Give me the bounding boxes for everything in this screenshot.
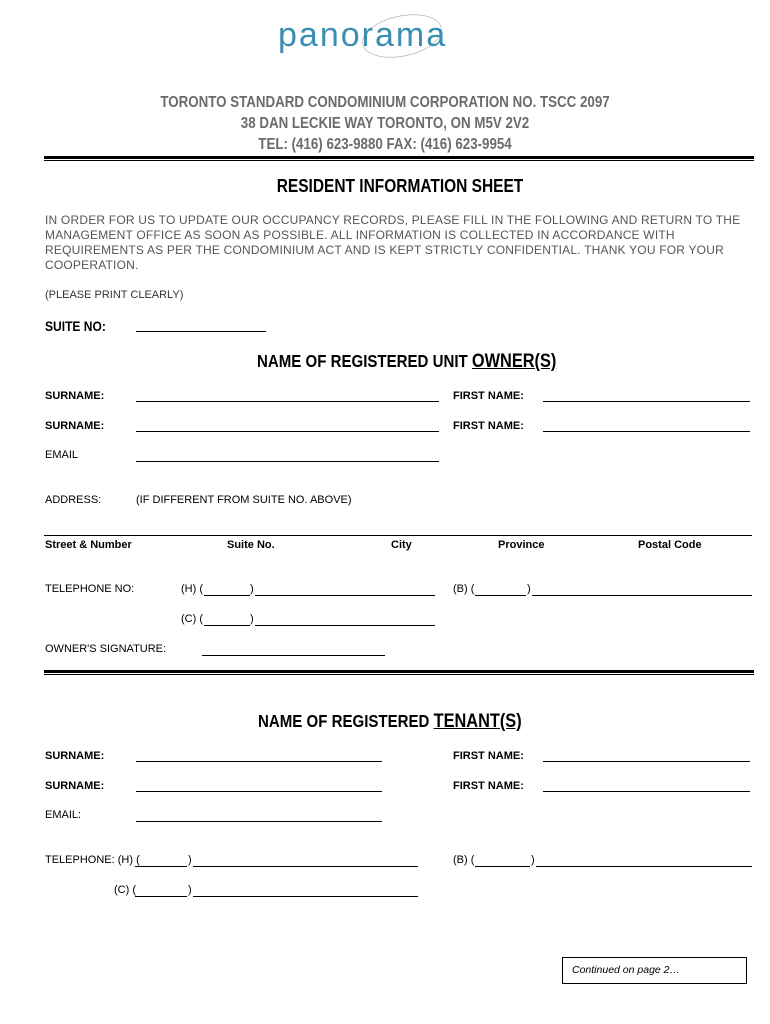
owner-firstname-label-2: FIRST NAME: bbox=[453, 420, 524, 432]
owner-cell-prefix: (C) ( bbox=[181, 613, 203, 625]
tenant-cell-prefix: (C) ( bbox=[114, 884, 136, 896]
intro-text: IN ORDER FOR US TO UPDATE OUR OCCUPANCY RECORDS, PLEASE FILL IN THE FOLLOWING AND RETURN TO THE MANAGEMENT OFFICE AS SOON AS POSSIBLE. ALL INFORMATION IS COLLECTED IN ACCORDANCE WITH REQUIREMENTS AS PER THE CONDOMINIUM ACT AND IS KEPT STRICTLY CONFIDENTIAL. THANK YOU FOR YOUR COOPERATION. bbox=[45, 213, 741, 272]
address-col-province: Province bbox=[498, 539, 545, 551]
tenants-heading-prefix: NAME OF REGISTERED bbox=[258, 711, 434, 731]
tenant-surname-label-2: SURNAME: bbox=[45, 780, 105, 792]
owners-heading-emph: OWNER(S) bbox=[471, 351, 557, 372]
suite-input-line[interactable] bbox=[136, 331, 266, 332]
tenant-firstname-line-2[interactable] bbox=[543, 791, 750, 792]
owner-home-number-line[interactable] bbox=[255, 595, 435, 596]
print-note: (PLEASE PRINT CLEARLY) bbox=[45, 289, 184, 301]
address-col-city: City bbox=[391, 539, 412, 551]
tenant-surname-line-2[interactable] bbox=[136, 791, 382, 792]
tenant-business-paren: ) bbox=[531, 854, 535, 866]
panorama-logo bbox=[278, 14, 526, 60]
owner-business-prefix: (B) ( bbox=[453, 583, 475, 595]
suite-label: SUITE NO: bbox=[45, 318, 106, 334]
tenant-email-label: EMAIL: bbox=[45, 809, 82, 821]
address-col-postal: Postal Code bbox=[638, 539, 702, 551]
tenant-home-number-line[interactable] bbox=[193, 866, 418, 867]
continued-text: Continued on page 2… bbox=[572, 964, 680, 976]
owners-heading bbox=[257, 351, 556, 373]
owner-cell-paren: ) bbox=[250, 613, 254, 625]
owner-surname-line-1[interactable] bbox=[136, 401, 439, 402]
tenants-heading bbox=[258, 711, 522, 733]
owner-home-area-line[interactable] bbox=[204, 595, 250, 596]
owner-surname-line-2[interactable] bbox=[136, 431, 439, 432]
owner-firstname-line-1[interactable] bbox=[543, 401, 750, 402]
section-divider bbox=[44, 670, 754, 675]
owner-surname-label-1: SURNAME: bbox=[45, 390, 105, 402]
owner-business-paren: ) bbox=[527, 583, 531, 595]
tenant-surname-line-1[interactable] bbox=[136, 761, 382, 762]
owner-address-label: ADDRESS: bbox=[45, 494, 102, 506]
owner-cell-number-line[interactable] bbox=[255, 625, 435, 626]
tenant-business-number-line[interactable] bbox=[536, 866, 752, 867]
owner-address-note: (IF DIFFERENT FROM SUITE NO. ABOVE) bbox=[136, 494, 352, 506]
owner-business-area-line[interactable] bbox=[475, 595, 526, 596]
owner-telephone-label: TELEPHONE NO: bbox=[45, 583, 135, 595]
owner-firstname-label-1: FIRST NAME: bbox=[453, 390, 524, 402]
header-phone: TEL: (416) 623-9880 FAX: (416) 623-9954 bbox=[258, 136, 512, 153]
owner-address-line[interactable] bbox=[44, 535, 752, 536]
tenant-cell-paren: ) bbox=[188, 884, 192, 896]
owner-firstname-line-2[interactable] bbox=[543, 431, 750, 432]
tenant-firstname-label-2: FIRST NAME: bbox=[453, 780, 524, 792]
address-col-suite: Suite No. bbox=[227, 539, 275, 551]
owner-surname-label-2: SURNAME: bbox=[45, 420, 105, 432]
logo-text: panorama bbox=[278, 16, 448, 54]
header-divider bbox=[44, 156, 754, 161]
owners-heading-prefix: NAME OF REGISTERED UNIT bbox=[257, 351, 472, 371]
header-address: 38 DAN LECKIE WAY TORONTO, ON M5V 2V2 bbox=[240, 115, 530, 132]
tenant-business-prefix: (B) ( bbox=[453, 854, 475, 866]
panorama-logo-graphic bbox=[278, 14, 526, 60]
owner-signature-label: OWNER'S SIGNATURE: bbox=[45, 643, 167, 655]
continued-box bbox=[562, 957, 747, 984]
owner-home-paren: ) bbox=[250, 583, 254, 595]
tenant-business-area-line[interactable] bbox=[475, 866, 530, 867]
tenant-firstname-line-1[interactable] bbox=[543, 761, 750, 762]
tenant-home-area-line[interactable] bbox=[135, 866, 187, 867]
owner-signature-line[interactable] bbox=[202, 655, 385, 656]
tenant-cell-area-line[interactable] bbox=[135, 896, 187, 897]
owner-email-label: EMAIL bbox=[45, 449, 79, 461]
tenants-heading-emph: TENANT(S) bbox=[433, 711, 522, 732]
header-corporation: TORONTO STANDARD CONDOMINIUM CORPORATION NO. TSCC 2097 bbox=[160, 94, 610, 111]
tenant-cell-number-line[interactable] bbox=[193, 896, 418, 897]
owner-business-number-line[interactable] bbox=[532, 595, 752, 596]
tenant-email-line[interactable] bbox=[136, 821, 382, 822]
tenant-surname-label-1: SURNAME: bbox=[45, 750, 105, 762]
address-col-street: Street & Number bbox=[45, 539, 132, 551]
owner-home-prefix: (H) ( bbox=[181, 583, 203, 595]
tenant-telephone-label: TELEPHONE: (H) ( bbox=[45, 854, 140, 866]
owner-email-line[interactable] bbox=[136, 461, 439, 462]
tenant-home-paren: ) bbox=[188, 854, 192, 866]
form-title: RESIDENT INFORMATION SHEET bbox=[276, 176, 524, 196]
tenant-firstname-label-1: FIRST NAME: bbox=[453, 750, 524, 762]
owner-cell-area-line[interactable] bbox=[204, 625, 250, 626]
